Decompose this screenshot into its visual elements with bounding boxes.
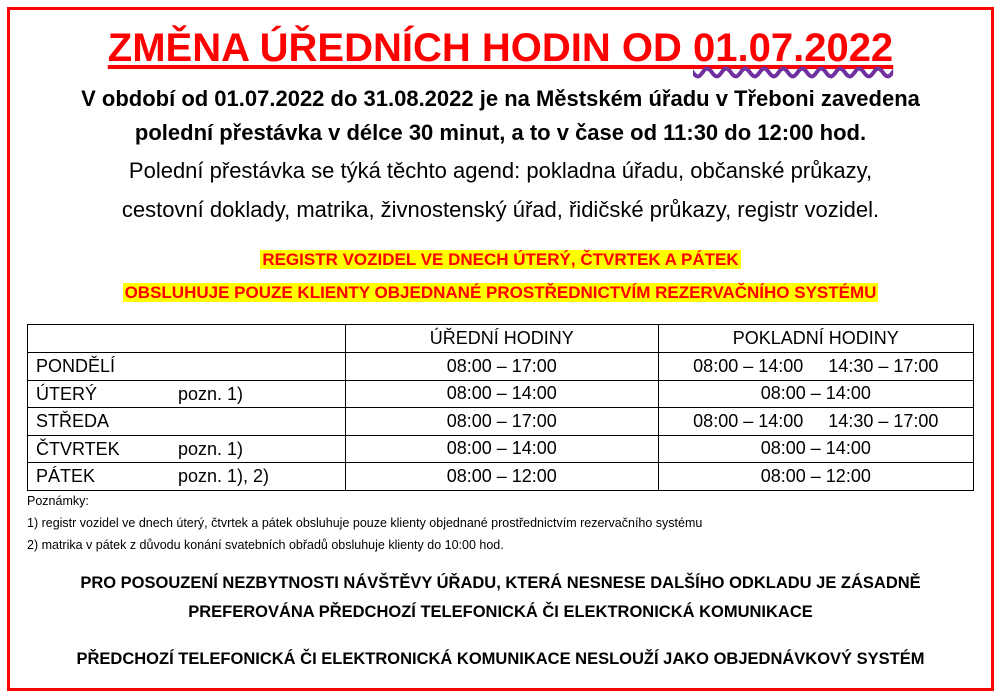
day-cell [28, 435, 346, 463]
office-hours-cell: 08:00 – 17:00 [345, 408, 658, 436]
intro-line-3: Polední přestávka se týká těchto agend: pokladna úřadu, občanské průkazy, [128, 158, 873, 183]
note-2: 2) matrika v pátek z důvodu konání svatebních obřadů obsluhuje klienty do 10:00 hod. [27, 538, 504, 552]
footer-line-2: PREFEROVÁNA PŘEDCHOZÍ TELEFONICKÁ ČI ELEKTRONICKÁ KOMUNIKACE [188, 603, 813, 621]
notes-heading: Poznámky: [27, 494, 89, 508]
title-date: 01.07.2022 [692, 26, 894, 70]
cash-hours-1: 08:00 – 12:00 [760, 465, 871, 486]
highlight-line-1 [0, 248, 1001, 272]
day-cell [28, 408, 346, 436]
intro-bold-line-1: V období od 01.07.2022 do 31.08.2022 je na Městském úřadu v Třeboni zavedena [81, 86, 920, 111]
highlight-text-1: REGISTR VOZIDEL VE DNECH ÚTERÝ, ČTVRTEK A PÁTEK [262, 250, 739, 269]
note-1: 1) registr vozidel ve dnech úterý, čtvrtek a pátek obsluhuje pouze klienty objednané prostřednictvím rezervačního systému [27, 516, 703, 530]
table-row [28, 380, 974, 408]
day-label: STŘEDA [36, 411, 110, 432]
cash-hours-cell [658, 435, 973, 463]
cash-hours-1: 08:00 – 14:00 [760, 383, 871, 404]
table-row [28, 463, 974, 491]
intro-bold-line-2: polední přestávka v délce 30 minut, a to v čase od 11:30 do 12:00 hod. [134, 120, 867, 145]
office-hours-cell: 08:00 – 12:00 [345, 463, 658, 491]
day-note: pozn. 1), 2) [178, 466, 270, 486]
footer-line-3: PŘEDCHOZÍ TELEFONICKÁ ČI ELEKTRONICKÁ KOMUNIKACE NESLOUŽÍ JAKO OBJEDNÁVKOVÝ SYSTÉM [76, 650, 925, 668]
day-note: pozn. 1) [178, 438, 244, 459]
cash-hours-2: 14:30 – 17:00 [828, 410, 939, 431]
day-cell [28, 380, 346, 408]
office-hours-cell: 08:00 – 17:00 [345, 353, 658, 381]
office-hours-cell: 08:00 – 14:00 [345, 380, 658, 408]
day-label: PONDĚLÍ [36, 356, 116, 377]
table-header-row [28, 325, 974, 353]
day-cell [28, 463, 346, 491]
cash-hours-cell [658, 353, 973, 381]
day-label: PÁTEK [36, 466, 96, 487]
cash-hours-1: 08:00 – 14:00 [760, 438, 871, 459]
cash-hours-cell [658, 380, 973, 408]
cash-hours-1: 08:00 – 14:00 [693, 355, 804, 376]
day-cell [28, 353, 346, 381]
header-cash-hours: POKLADNÍ HODINY [658, 325, 973, 353]
header-office-hours: ÚŘEDNÍ HODINY [345, 325, 658, 353]
intro-line-4: cestovní doklady, matrika, živnostenský úřad, řidičské průkazy, registr vozidel. [121, 197, 880, 222]
highlight-text-2: OBSLUHUJE POUZE KLIENTY OBJEDNANÉ PROSTŘEDNICTVÍM REZERVAČNÍHO SYSTÉMU [124, 283, 877, 302]
day-label: ÚTERÝ [36, 383, 98, 404]
cash-hours-1: 08:00 – 14:00 [693, 410, 804, 431]
table-row [28, 353, 974, 381]
cash-hours-cell [658, 408, 973, 436]
day-note: pozn. 1) [178, 383, 244, 404]
hours-table [27, 324, 974, 491]
title-text: ZMĚNA ÚŘEDNÍCH HODIN OD [107, 26, 693, 70]
table-row [28, 408, 974, 436]
footer-line-1: PRO POSOUZENÍ NEZBYTNOSTI NÁVŠTĚVY ÚŘADU, KTERÁ NESNESE DALŠÍHO ODKLADU JE ZÁSADNĚ [80, 574, 921, 592]
cash-hours-cell [658, 463, 973, 491]
header-empty [28, 325, 346, 353]
cash-hours-2: 14:30 – 17:00 [828, 355, 939, 376]
table-row [28, 435, 974, 463]
office-hours-cell: 08:00 – 14:00 [345, 435, 658, 463]
page-title [0, 24, 1001, 72]
day-label: ČTVRTEK [36, 438, 120, 459]
highlight-line-2 [0, 281, 1001, 305]
